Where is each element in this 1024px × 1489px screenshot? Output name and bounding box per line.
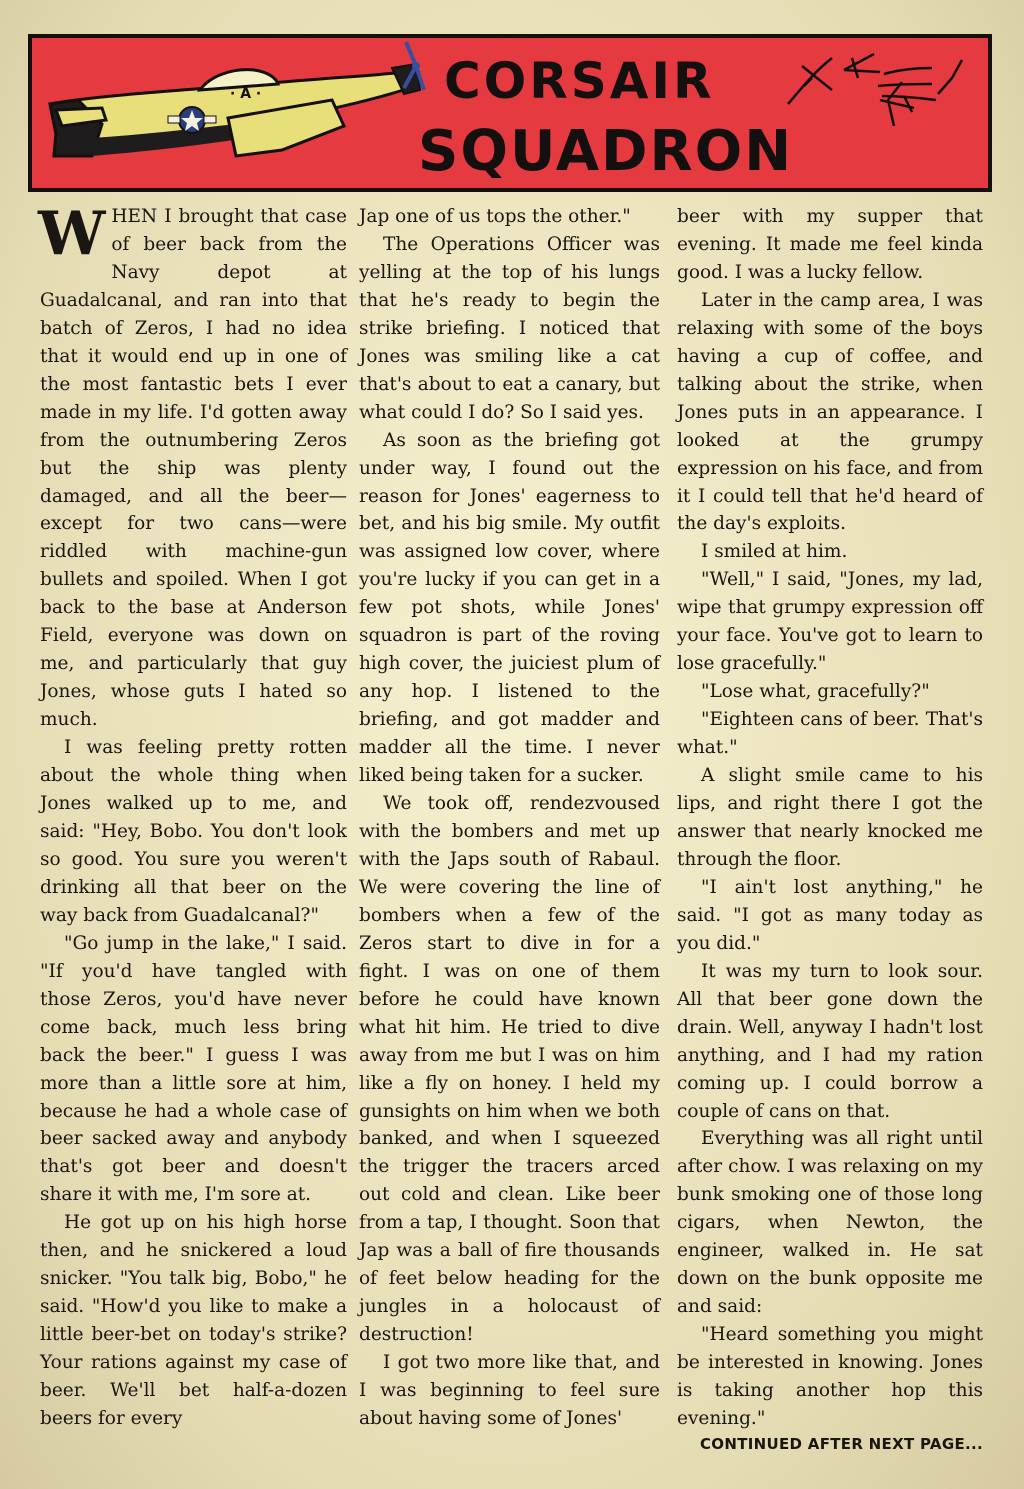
paragraph: The Operations Officer was yelling at the top of his lungs that he's ready to begin the strike briefing. I noticed that Jones was smiling like a cat that's about to eat a canary, but what could I do? So I said yes. — [359, 233, 660, 423]
paragraph: "Well," I said, "Jones, my lad, wipe that grumpy expression off your face. You've got to learn to lose gracefully." — [677, 569, 983, 675]
paragraph: Everything was all right until after chow. I was relaxing on my bunk smoking one of those long cigars, when Newton, the engineer, walked in. He sat down on the bunk opposite me and said: — [677, 1128, 983, 1318]
paragraph: It was my turn to look sour. All that beer gone down the drain. Well, anyway I hadn't lost anything, and I had my ration coming up. I could borrow a couple of cans on that. — [677, 960, 983, 1122]
title-line-1: CORSAIR — [444, 52, 715, 110]
svg-text:· A ·: · A · — [230, 86, 262, 102]
paragraph: A slight smile came to his lips, and right there I got the answer that nearly knocked me through the floor. — [677, 765, 983, 870]
paragraph: I was feeling pretty rotten about the whole thing when Jones walked up to me, and said: "Hey, Bobo. You don't look so good. You sure you weren't drinking all that beer on the way back from Guadalcanal?" — [40, 737, 347, 926]
paragraph: He got up on his high horse then, and he snickered a loud snicker. "You talk big, Bobo," he said. "How'd you like to make a little beer-bet on today's strike? Your rations against my case of beer. We'll bet half-a-dozen beers for every — [40, 1212, 347, 1429]
title-line-2: SQUADRON — [418, 119, 794, 184]
paragraph: Later in the camp area, I was relaxing with some of the boys having a cup of coffee, and talking about the strike, when Jones puts in an appearance. I looked at the grumpy expression on his face, and from it I could tell that he'd heard of the day's exploits. — [677, 289, 983, 535]
paragraph: I smiled at him. — [701, 541, 848, 563]
title-banner — [28, 34, 992, 192]
paragraph: "I ain't lost anything," he said. "I got as many today as you did." — [677, 876, 983, 954]
paragraph: beer with my supper that evening. It made me feel kinda good. I was a lucky fellow. — [677, 206, 983, 283]
continued-notice: CONTINUED AFTER NEXT PAGE... — [700, 1435, 983, 1453]
paragraph: "Go jump in the lake," I said. "If you'd have tangled with those Zeros, you'd have never come back, much less bring back the beer." I guess I was more than a little sore at him, because he had a whole case of beer sacked away and anybody that's got beer and doesn't share it with me, I'm sore at. — [40, 932, 347, 1206]
paragraph-text: HEN I brought that case of beer back from the Navy depot at Guadalcanal, and ran into that batch of Zeros, I had no idea that it would end up in one of the most fantastic bets I ever made in my life. I'd gotten away from the outnumbering Zeros but the ship was plenty damaged, and all the beer—except for two cans—were riddled with machine-gun bullets and spoiled. When I got back to the base at Anderson Field, everyone was down on me, and particularly that guy Jones, whose guts I hated so much. — [40, 206, 347, 731]
text-column-3 — [677, 203, 983, 1433]
text-column-2 — [359, 203, 660, 1433]
enemy-planes-illustration — [788, 54, 962, 126]
paragraph: I got two more like that, and I was beginning to feel sure about having some of Jones' — [359, 1352, 660, 1429]
text-column-1 — [38, 199, 347, 1433]
paragraph: "Eighteen cans of beer. That's what." — [677, 709, 983, 759]
paragraph: "Heard something you might be interested in knowing. Jones is taking another hop this evening." — [677, 1324, 983, 1429]
paragraph: Jap one of us tops the other." — [359, 206, 631, 227]
drop-cap: W — [38, 199, 106, 269]
paragraph — [38, 199, 347, 734]
paragraph: As soon as the briefing got under way, I found out the reason for Jones' eagerness to bet, and his big smile. My outfit was assigned low cover, where you're lucky if you can get in a few pot shots, while Jones' squadron is part of the roving high cover, the juiciest plum of any hop. I listened to the briefing, and got madder and madder all the time. I never liked being taken for a sucker. — [359, 429, 660, 787]
paragraph: "Lose what, gracefully?" — [701, 681, 930, 703]
paragraph: We took off, rendezvoused with the bombers and met up with the Japs south of Rabaul. We were covering the line of bombers when a few of the Zeros start to dive in for a fight. I was on one of them before he could have known what hit him. He tried to dive away from me but I was on him like a fly on honey. I held my gunsights on him when we both banked, and when I squeezed the trigger the tracers arced out cold and clean. Like beer from a tap, I thought. Soon that Jap was a ball of fire thousands of feet below heading for the jungles in a holocaust of destruction! — [359, 793, 660, 1346]
